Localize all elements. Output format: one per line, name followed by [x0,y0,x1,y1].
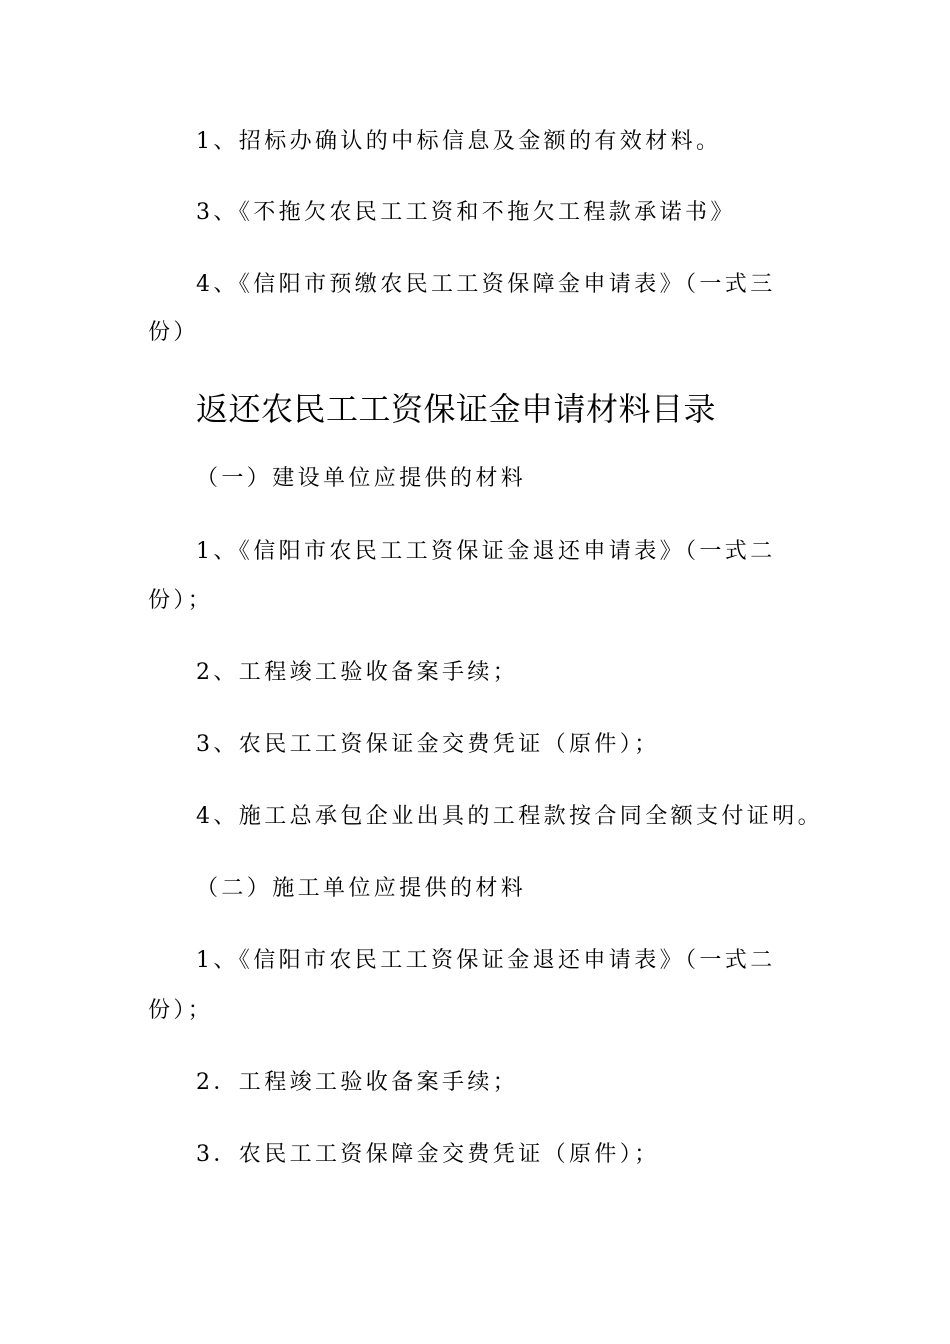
list-item: 4、施工总承包企业出具的工程款按合同全额支付证明。 [196,804,823,829]
list-item: 3、《不拖欠农民工工资和不拖欠工程款承诺书》 [196,200,736,225]
list-item: 3、农民工工资保证金交费凭证（原件）； [196,732,660,757]
subsection-heading-one: （一）建设单位应提供的材料 [196,466,527,491]
list-item: 1、《信阳市农民工工资保证金退还申请表》（一式二 [196,539,776,564]
list-item: 2、工程竣工验收备案手续； [196,660,519,685]
list-item: 1、《信阳市农民工工资保证金退还申请表》（一式二 [196,948,776,973]
list-item: 1、招标办确认的中标信息及金额的有效材料。 [196,129,722,154]
list-item: 3．农民工工资保障金交费凭证（原件）； [196,1142,660,1167]
list-item-continuation: 份） [148,320,199,345]
list-item: 2．工程竣工验收备案手续； [196,1070,519,1095]
list-item: 4、《信阳市预缴农民工工资保障金申请表》（一式三 [196,272,776,297]
list-item-continuation: 份）； [148,588,214,613]
list-item-continuation: 份）； [148,998,214,1023]
section-title: 返还农民工工资保证金申请材料目录 [196,390,717,428]
subsection-heading-two: （二）施工单位应提供的材料 [196,876,527,901]
